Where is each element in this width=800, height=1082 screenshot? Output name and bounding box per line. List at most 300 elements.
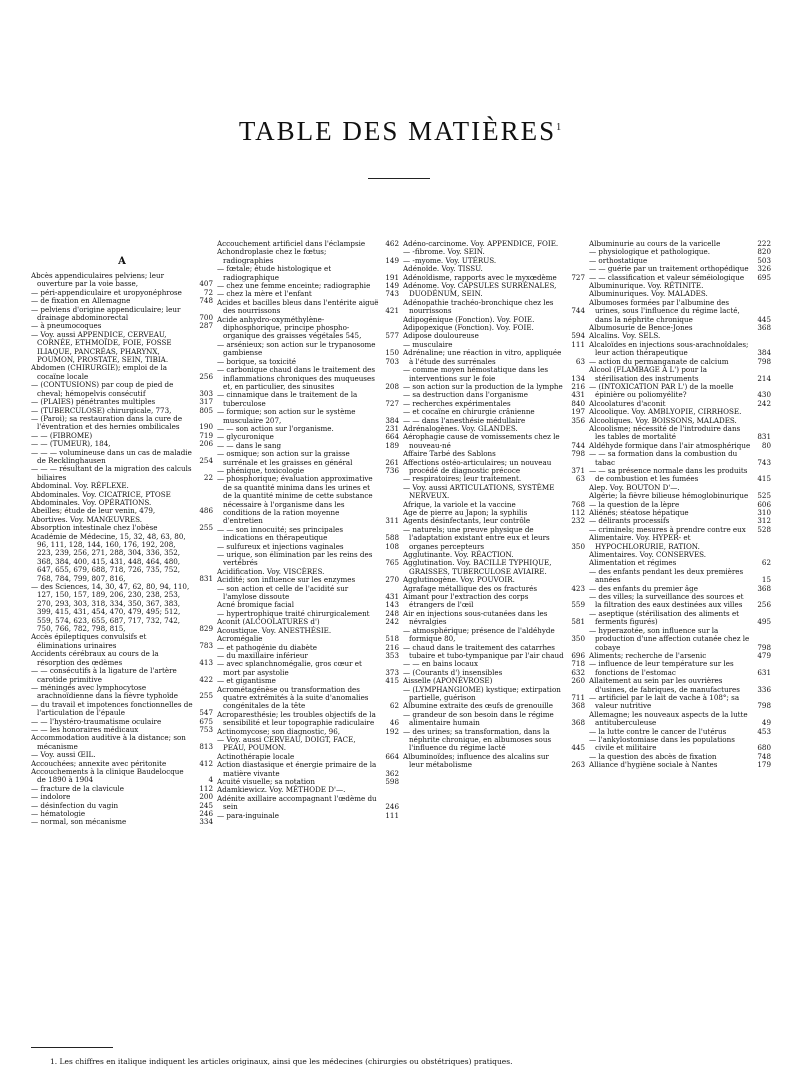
entry-text: Aimant pour l'extraction des corps étrangers de l'œil: [403, 592, 529, 610]
entry-page-number: 111: [571, 339, 585, 349]
index-column-4: [589, 240, 771, 1038]
index-column-3: [403, 240, 585, 1038]
index-entry: [31, 633, 213, 650]
entry-page-number: 743: [757, 457, 771, 467]
index-entry: [31, 465, 213, 482]
index-entry: [217, 686, 399, 711]
entry-page-number: 353: [385, 650, 399, 660]
entry-text: Allemagne; les nouveaux aspects de la lutte antituberculeuse: [589, 709, 748, 728]
entry-text: — atmosphérique; présence de l'aldéhyde formique 80,: [403, 625, 555, 644]
entry-text: — des villes; la surveillance des sources et la filtration des eaux destinées aux villes: [589, 592, 744, 610]
entry-page-number: 255: [199, 523, 213, 533]
index-entry: [589, 610, 771, 627]
footnote: 1. Les chiffres en italique indiquent les articles originaux, ainsi que les médecines (chirurgies ou obstétriques) pratiques.: [50, 1057, 513, 1066]
entry-page-number: 261: [385, 457, 399, 467]
entry-page-number: 248: [385, 608, 399, 618]
entry-page-number: 15: [761, 575, 771, 585]
entry-page-number: 246: [385, 802, 399, 812]
entry-text: — — les honoraires médicaux: [31, 724, 139, 734]
entry-text: — — (TUMEUR), 184,: [31, 439, 111, 449]
entry-text: — musculaire: [403, 339, 453, 349]
entry-text: Adénite axillaire accompagnant l'œdème du sein: [217, 793, 377, 812]
entry-page-number: 696: [571, 650, 585, 660]
index-entry: [217, 585, 399, 602]
index-entry: [217, 391, 399, 408]
index-entry: [589, 593, 771, 610]
index-entry: [217, 316, 399, 341]
index-entry: [589, 736, 771, 753]
entry-text: Aérophagie cause de vomissements chez le nouveau-né: [403, 432, 560, 450]
entry-text: Agglutinogène. Voy. POUVOIR.: [403, 575, 515, 585]
index-entry: [589, 366, 771, 383]
entry-page-number: 631: [757, 667, 771, 677]
footnote-rule: [31, 1047, 113, 1048]
entry-page-number: 356: [571, 415, 585, 425]
entry-text: — à pneumocoques: [31, 321, 102, 331]
entry-page-number: 413: [199, 657, 213, 667]
entry-text: Adénoïde. Voy. TISSU.: [403, 264, 483, 274]
entry-page-number: 518: [385, 634, 399, 644]
entry-page-number: 149: [385, 255, 399, 265]
entry-page-number: 664: [385, 751, 399, 761]
entry-page-number: 260: [571, 676, 585, 686]
index-entry: [403, 711, 585, 728]
index-entry: [31, 331, 213, 365]
index-entry: [403, 593, 585, 610]
entry-page-number: 407: [199, 279, 213, 289]
entry-page-number: 748: [199, 296, 213, 306]
index-entry: [31, 415, 213, 432]
index-entry: [589, 660, 771, 677]
entry-page-number: 528: [757, 524, 771, 534]
entry-text: — des Sciences, 14, 30, 47, 62, 80, 94, 110, 127, 150, 157, 189, 206, 230, 238, 253, 270, 293, 303, 318, 334, 350, 367, 383, 399, 415, 431, 454, 470, 479, 495; 512, 559, 574, 623, 655, 687, 717, 732, 742, 750, 766, 782, 798, 815,: [31, 582, 190, 634]
entry-text: — — dans l'anesthésie médullaire: [403, 415, 526, 425]
entry-text: Alimentation et régimes: [589, 558, 677, 568]
entry-text: — son action et celle de l'acidité sur l'amylose dissoute: [217, 583, 349, 602]
entry-page-number: 336: [757, 684, 771, 694]
entry-page-number: 216: [571, 381, 585, 391]
entry-text: — fœtale; étude histologique et radiographique: [217, 264, 332, 282]
entry-text: Agents désinfectants, leur contrôle: [403, 516, 531, 526]
entry-page-number: 287: [199, 321, 213, 331]
entry-text: Age de pierre au Japon; la syphilis: [403, 508, 528, 517]
entry-page-number: 246: [199, 809, 213, 818]
entry-text: — physiologique et pathologique.: [589, 247, 711, 257]
entry-page-number: 242: [757, 398, 771, 408]
entry-text: Adénopathie trachéo-bronchique chez les nourrissons: [403, 297, 554, 316]
entry-page-number: 486: [199, 506, 213, 516]
entry-text: — recherches expérimentales: [403, 398, 511, 408]
entry-text: — action du permanganate de calcium: [589, 356, 729, 366]
index-entry: [589, 711, 771, 728]
entry-text: Albumine extraite des œufs de grenouille: [403, 701, 554, 711]
entry-text: — des enfants pendant les deux premières années: [589, 566, 744, 585]
index-entry: [31, 734, 213, 751]
entry-text: — Voy. aussi ŒIL.: [31, 750, 96, 760]
entry-text: Adipose douloureuse: [403, 331, 479, 341]
entry-text: Alcalins. Voy. SELS.: [589, 331, 661, 341]
index-entry: [403, 627, 585, 644]
entry-text: Acides et bacilles bleus dans l'entérite aiguë des nourrissons: [217, 297, 379, 316]
entry-page-number: 744: [571, 306, 585, 316]
entry-page-number: 783: [199, 640, 213, 650]
index-entry: [403, 728, 585, 753]
index-entry: [403, 610, 585, 627]
entry-page-number: 840: [571, 398, 585, 408]
page-title: [0, 116, 800, 147]
index-entry: [31, 381, 213, 398]
entry-text: — péri-appendiculaire et uropyonéphrose: [31, 287, 182, 297]
entry-text: — arsénieux; son action sur le trypanosome gambiense: [217, 339, 376, 358]
entry-text: Actinomycose; son diagnostic, 96,: [217, 726, 341, 736]
index-entry: [589, 534, 771, 551]
entry-page-number: 462: [385, 240, 399, 248]
entry-text: — (PLAIES) pénétrantes multiples: [31, 397, 156, 407]
index-entry: [589, 341, 771, 358]
index-entry: [589, 694, 771, 711]
index-entry: [31, 818, 213, 826]
entry-text: Acidification. Voy. VISCÈRES.: [217, 566, 325, 576]
index-entry: [217, 526, 399, 543]
entry-page-number: 559: [571, 600, 585, 610]
entry-text: — chaud dans le traitement des catarrhes tubaire et tubo-tympanique par l'air chaud: [403, 642, 564, 660]
entry-page-number: 256: [757, 600, 771, 610]
entry-text: Aisselle (APONÉVROSE): [403, 676, 493, 686]
entry-page-number: 232: [571, 516, 585, 526]
index-entry: [589, 568, 771, 585]
entry-text: — borique, sa toxicité: [217, 356, 296, 366]
index-column-2: [217, 240, 399, 1038]
entry-page-number: 310: [757, 508, 771, 517]
entry-text: Alcooliques. Voy. BOISSONS, MALADES.: [589, 415, 737, 425]
entry-text: — — son innocuité; ses principales indications en thérapeutique: [217, 524, 344, 543]
entry-page-number: 112: [199, 783, 213, 793]
entry-text: — Voy. aussi ARTICULATIONS, SYSTÈME NERVEUX.: [403, 482, 555, 501]
entry-text: — chez une femme enceinte; radiographie: [217, 281, 371, 291]
entry-page-number: 134: [571, 373, 585, 383]
entry-text: — — dans le sang: [217, 440, 282, 450]
entry-text: — fracture de la clavicule: [31, 783, 124, 793]
entry-text: — urique, son élimination par les reins des vertébrés: [217, 550, 373, 568]
entry-text: — hématologie: [31, 809, 86, 818]
entry-page-number: 143: [385, 600, 399, 610]
index-entry: [403, 559, 585, 576]
entry-page-number: 768: [571, 499, 585, 509]
entry-page-number: 368: [757, 583, 771, 593]
entry-page-number: 350: [571, 634, 585, 644]
entry-text: — (INTOXICATION PAR L') de la moelle épinière ou poliomyélite?: [589, 381, 734, 400]
index-entry: [217, 711, 399, 728]
entry-page-number: 192: [385, 726, 399, 736]
entry-text: — — sa présence normale dans les produits de combustion et les fumées: [589, 465, 748, 484]
entry-page-number: 254: [199, 455, 213, 465]
entry-text: — glycuronique: [217, 432, 274, 442]
entry-page-number: 245: [199, 800, 213, 810]
entry-text: — — l'hystéro-traumatisme oculaire: [31, 716, 162, 726]
entry-text: Agglutinante. Voy. RÉACTION.: [403, 550, 514, 560]
entry-page-number: 216: [385, 642, 399, 652]
entry-page-number: 703: [385, 356, 399, 366]
entry-page-number: 412: [199, 758, 213, 768]
entry-page-number: 798: [571, 449, 585, 459]
entry-page-number: 111: [385, 810, 399, 820]
entry-text: Alcaloïdes en injections sous-arachnoïdales; leur action thérapeutique: [589, 339, 749, 358]
entry-text: — méningés avec lymphocytose arachnoïdienne dans la fièvre typhoïde: [31, 682, 179, 701]
entry-text: — criminels; mesures à prendre contre eux: [589, 524, 746, 534]
entry-page-number: 415: [385, 676, 399, 686]
entry-page-number: 384: [385, 415, 399, 425]
entry-page-number: 263: [571, 760, 585, 770]
entry-text: Albuminoïdes; influence des alcalins sur leur métabolisme: [403, 751, 549, 770]
entry-page-number: 695: [757, 272, 771, 282]
entry-text: — indolore: [31, 792, 71, 802]
entry-text: — carbonique chaud dans le traitement des inflammations chroniques des muqueuses et, en particulier, des sinusites: [217, 365, 376, 391]
entry-text: Alep. Voy. BOUTON D'—.: [589, 482, 680, 492]
page-title-text: TABLE DES MATIÈRES: [238, 116, 557, 146]
index-entry: [217, 551, 399, 568]
entry-text: — des urines; sa transformation, dans la néphrite chronique, en albumoses sous l'influence du régime lacté: [403, 726, 552, 753]
entry-page-number: 594: [571, 331, 585, 341]
entry-page-number: 431: [385, 592, 399, 602]
entry-text: — de fixation en Allemagne: [31, 296, 131, 306]
entry-page-number: 317: [199, 397, 213, 407]
index-entry: [403, 644, 585, 661]
index-entry: [31, 449, 213, 466]
entry-text: Alcoolique. Voy. AMBLYOPIE, CIRRHOSE.: [589, 407, 742, 417]
entry-text: Affections ostéo-articulaires; un nouveau procédé de diagnostic précoce: [403, 457, 552, 475]
entry-text: Albuminurique. Voy. RÉTINITE.: [589, 281, 704, 291]
entry-list: [217, 240, 399, 820]
entry-text: — formique; son action sur le système musculaire 207,: [217, 407, 356, 425]
entry-page-number: 700: [199, 313, 213, 323]
entry-text: — (CONTUSIONS) par coup de pied de cheval; hémopelvis consécutif: [31, 380, 174, 398]
entry-text: Acné bromique facial: [217, 600, 294, 610]
index-entry: [589, 383, 771, 400]
entry-text: Acidité; son influence sur les enzymes: [217, 575, 356, 585]
index-entry: [589, 627, 771, 652]
entry-page-number: 736: [385, 465, 399, 475]
entry-page-number: 334: [199, 817, 213, 827]
index-entry: [217, 795, 399, 812]
entry-text: Acoustique. Voy. ANESTHÉSIE.: [217, 625, 332, 635]
entry-page-number: 242: [385, 617, 399, 627]
entry-text: — du maxillaire inférieur: [217, 650, 308, 660]
entry-text: — respiratoires; leur traitement.: [403, 474, 522, 484]
entry-text: Abcès appendiculaires pelviens; leur ouverture par la voie basse,: [31, 271, 165, 289]
entry-text: — désinfection du vagin: [31, 800, 119, 810]
entry-page-number: 179: [757, 760, 771, 770]
index-entry: [31, 667, 213, 684]
entry-page-number: 256: [199, 371, 213, 381]
entry-page-number: 744: [571, 440, 585, 450]
entry-text: — para-inguinale: [217, 810, 280, 820]
entry-text: Acuité visuelle; sa notation: [217, 777, 315, 786]
index-entry: [217, 475, 399, 525]
entry-page-number: 581: [571, 617, 585, 627]
entry-page-number: 711: [571, 692, 585, 702]
entry-text: — orthostatique: [589, 255, 648, 265]
index-entry: [403, 753, 585, 770]
entry-page-number: 108: [385, 541, 399, 551]
entry-page-number: 46: [389, 718, 399, 728]
entry-text: Adénoïdisme, rapports avec le myxœdème: [403, 272, 557, 282]
index-entry: [403, 282, 585, 299]
entry-text: Algérie; la fièvre bilieuse hémoglobinurique: [589, 491, 749, 501]
entry-page-number: 149: [385, 281, 399, 291]
entry-page-number: 430: [757, 390, 771, 400]
entry-page-number: 577: [385, 331, 399, 341]
entry-page-number: 312: [757, 516, 771, 526]
entry-text: Adénome. Voy. CAPSULES SURRÉNALES, DUODÉNUM, SEIN.: [403, 281, 557, 299]
entry-page-number: 206: [199, 439, 213, 449]
index-entry: [403, 349, 585, 366]
entry-page-number: 214: [757, 373, 771, 383]
entry-text: Accouchement artificiel dans l'éclampsie: [217, 240, 366, 248]
entry-text: — cinnamique dans le traitement de la tuberculose: [217, 390, 358, 408]
entry-page-number: 831: [199, 573, 213, 583]
index-entry: [31, 701, 213, 718]
entry-text: — phénique, toxicologie: [217, 465, 305, 475]
entry-text: — chez la mère et l'enfant: [217, 289, 312, 299]
entry-text: Adrénalogènes. Voy. GLANDES.: [403, 423, 518, 433]
entry-list: [403, 240, 585, 770]
entry-text: Alimentaire. Voy. HYPER- et HYPOCHLORURIE, RATION.: [589, 533, 700, 551]
entry-page-number: 350: [571, 541, 585, 551]
entry-page-number: 831: [757, 432, 771, 442]
index-entry: [589, 677, 771, 694]
index-entry: [217, 248, 399, 265]
entry-text: — aseptique (stérilisation des aliments et ferments figurés): [589, 608, 740, 627]
entry-page-number: 680: [757, 743, 771, 753]
entry-page-number: 798: [757, 642, 771, 652]
entry-text: — sa destruction dans l'organisme: [403, 390, 528, 400]
entry-text: Aliments; recherche de l'arsenic: [589, 650, 707, 660]
entry-page-number: 80: [761, 440, 771, 450]
entry-text: Albumoses formées par l'albumine des urines, sous l'influence du régime lacté, dans la néphrite chronique: [589, 297, 740, 324]
entry-page-number: 632: [571, 667, 585, 677]
entry-text: — artificiel par le lait de vache à 108°; sa valeur nutritive: [589, 692, 740, 711]
index-entry: [589, 299, 771, 324]
entry-page-number: 112: [571, 508, 585, 517]
entry-page-number: 373: [385, 667, 399, 677]
entry-text: — son action sur la production de la lymphe: [403, 381, 563, 391]
entry-text: Albuminurie au cours de la varicelle: [589, 240, 721, 248]
entry-text: — (LYMPHANGIOME) kystique; extirpation partielle, guérison: [403, 684, 561, 702]
entry-page-number: 727: [571, 272, 585, 282]
entry-text: Acide anhydro-oxyméthylène-diphosphorique, principe phospho-organique des graisses végétales 545,: [217, 314, 362, 341]
entry-text: Albumosurie de Bence-Jones: [589, 323, 693, 333]
entry-page-number: 208: [385, 381, 399, 391]
entry-page-number: 49: [761, 718, 771, 728]
entry-page-number: 798: [757, 356, 771, 366]
index-entry: [31, 306, 213, 323]
entry-page-number: 191: [385, 272, 399, 282]
entry-text: — la question de la lèpre: [589, 499, 680, 509]
index-entry: [217, 761, 399, 778]
entry-page-number: 727: [385, 398, 399, 408]
entry-page-number: 431: [571, 390, 585, 400]
entry-text: — osmique; son action sur la graisse surrénale et les graisses en général: [217, 449, 353, 467]
entry-text: — — (FIBROME): [31, 430, 93, 440]
entry-text: — — son action sur l'organisme.: [217, 423, 334, 433]
entry-page-number: 222: [757, 240, 771, 248]
entry-page-number: 4: [208, 775, 213, 785]
index-entry: [217, 812, 399, 820]
index-entry: [217, 450, 399, 467]
index-entry: [403, 299, 585, 316]
entry-text: — -myome. Voy. UTÉRUS.: [403, 255, 497, 265]
entry-text: Acrométagénèse ou transformation des quatre extrémités à la suite d'anomalies congénitales de la tête: [217, 684, 369, 711]
entry-page-number: 326: [757, 264, 771, 274]
entry-page-number: 748: [757, 751, 771, 761]
entry-page-number: 820: [757, 247, 771, 257]
entry-text: — normal, son mécanisme: [31, 817, 127, 827]
entry-page-number: 422: [199, 674, 213, 684]
entry-page-number: 423: [571, 583, 585, 593]
entry-text: Adipogénique (Fonction). Voy. FOIE.: [403, 314, 535, 324]
entry-text: Adrénaline; une réaction in vitro, appliquée à l'étude des surrénales: [403, 348, 562, 366]
entry-text: Agrafage métallique des os fracturés: [403, 583, 538, 593]
index-entry: [589, 450, 771, 467]
entry-page-number: 368: [571, 701, 585, 711]
entry-text: Abdominales. Voy. CICATRICE, PTOSE: [31, 489, 171, 499]
index-entry: [31, 364, 213, 381]
entry-page-number: 445: [571, 743, 585, 753]
entry-page-number: 525: [757, 491, 771, 501]
index-entry: [403, 433, 585, 450]
entry-page-number: 547: [199, 708, 213, 718]
entry-text: — hypertrophique traité chirurgicalement: [217, 608, 370, 618]
entry-text: Alcoolatures d'aconit: [589, 398, 666, 408]
index-entry: [403, 484, 585, 501]
entry-text: — — guérie par un traitement orthopédique: [589, 264, 749, 274]
entry-text: — des enfants du premier âge: [589, 583, 698, 593]
entry-text: Adamkiewicz. Voy. MÉTHODE D'—.: [217, 785, 346, 795]
index-entry: [589, 425, 771, 442]
entry-text: — — consécutifs à la ligature de l'artère carotide primitive: [31, 666, 177, 684]
entry-page-number: 63: [575, 356, 585, 366]
entry-text: Adéno-carcinome. Voy. APPENDICE, FOIE.: [403, 240, 559, 248]
entry-text: — hyperazotée, son influence sur la production d'une affection cutanée chez le cobaye: [589, 625, 750, 652]
entry-page-number: 303: [199, 388, 213, 398]
entry-text: Allaitement au sein par les ouvrières d'usines, de fabriques, de manufactures: [589, 676, 740, 694]
entry-page-number: 479: [757, 650, 771, 660]
entry-text: Action diastasique et énergie primaire de la matière vivante: [217, 760, 377, 778]
section-letter: A: [118, 256, 126, 267]
index-entry: [589, 467, 771, 484]
index-entry: [217, 366, 399, 391]
entry-text: — et cocaïne en chirurgie crânienne: [403, 407, 535, 417]
entry-page-number: 255: [199, 691, 213, 701]
entry-page-number: 311: [385, 516, 399, 526]
entry-text: — -fibrome. Voy. SEIN.: [403, 247, 485, 257]
entry-page-number: 421: [385, 306, 399, 316]
entry-text: — la question des abcès de fixation: [589, 751, 717, 761]
entry-text: Acroparesthésie; les troubles objectifs de la sensibilité et leur topographie radiculaire: [217, 709, 376, 728]
entry-page-number: 371: [571, 465, 585, 475]
entry-text: — — — volumineuse dans un cas de maladie de Recklinghausen: [31, 447, 192, 465]
entry-text: — comme moyen hémostatique dans les interventions sur le foie: [403, 365, 548, 383]
entry-text: Abdominales. Voy. OPÉRATIONS.: [31, 497, 152, 507]
entry-page-number: 189: [385, 440, 399, 450]
entry-text: Abdomen (CHIRURGIE); emploi de la cocaïne locale: [31, 363, 168, 381]
index-entry: [403, 459, 585, 476]
entry-text: Albuminuriques. Voy. MALADES.: [589, 289, 708, 299]
entry-text: Abortives. Voy. MANŒUVRES.: [31, 514, 142, 524]
entry-page-number: 197: [571, 407, 585, 417]
entry-text: — sulfureux et injections vaginales: [217, 541, 344, 551]
entry-page-number: 445: [757, 314, 771, 324]
